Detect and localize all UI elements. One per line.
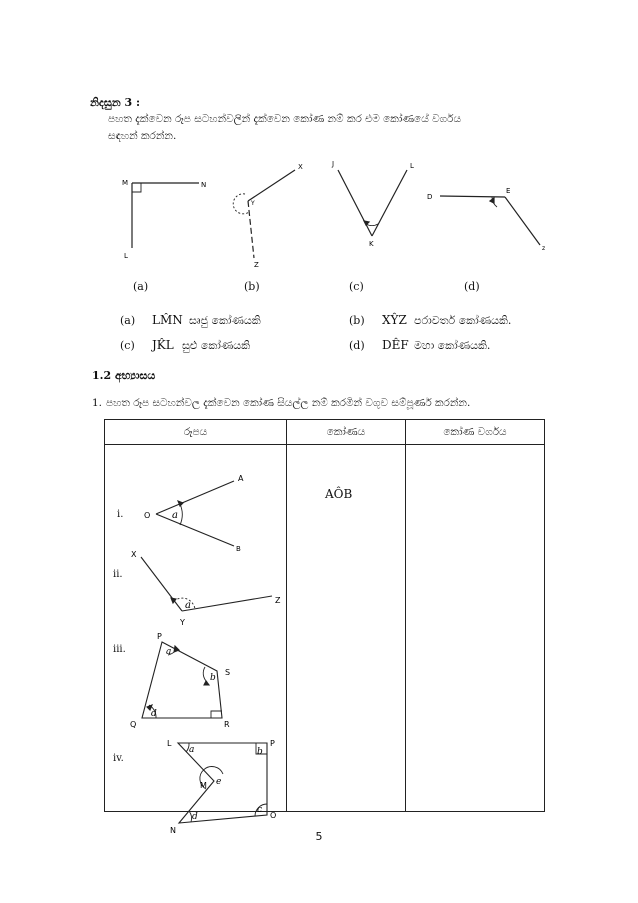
figure-label-c: (c) xyxy=(349,280,364,293)
point-n: N xyxy=(201,181,207,189)
point-e: E xyxy=(506,187,511,195)
row-number-iii: iii. xyxy=(113,644,126,655)
page-number: 5 xyxy=(315,830,323,843)
row-number-i: i. xyxy=(117,509,124,520)
answer-label-d: (d) xyxy=(349,339,365,352)
instruction-line-1: පහත දැක්වෙන රූප සටහන්වලින් දැක්වෙන කෝණ නම් කර එම කෝණයේ වර්ගය xyxy=(108,113,462,125)
point-k: K xyxy=(369,240,374,248)
answer-type-d: මහා කෝණයකි. xyxy=(414,339,491,352)
angle-label-a-ii: a xyxy=(185,600,191,611)
angle-label-a-i: a xyxy=(172,510,178,521)
table-header-row xyxy=(105,420,545,445)
question-text: පහත රූප සටහන්වල දැක්වෙන කෝණ සියල්ල නම් කරමින් වගුව සම්පූර්ණ කරන්න. xyxy=(106,397,471,409)
angle-label-e-iv: e xyxy=(216,777,222,787)
figure-iv-pentagon xyxy=(178,743,267,823)
answer-angle-c: JK̂L xyxy=(152,338,174,352)
section-title: 1.2 අභ්‍යාසය xyxy=(92,369,156,382)
answer-angle-b: XŶZ xyxy=(382,313,407,327)
figure-label-b: (b) xyxy=(244,280,260,293)
figure-ii-angle-xyz xyxy=(141,557,272,611)
row-number-iv: iv. xyxy=(113,753,124,764)
point-z-ii: Z xyxy=(275,596,281,605)
header-figure: රූපය xyxy=(105,420,287,445)
point-m: M xyxy=(122,179,129,187)
figures-cell xyxy=(105,445,287,835)
figure-c-acute-angle xyxy=(338,170,407,236)
point-j: J xyxy=(332,160,335,168)
point-r-iii: R xyxy=(224,720,230,729)
point-q-iii: Q xyxy=(130,720,137,729)
point-b: B xyxy=(236,545,241,553)
angle-label-a-iv: a xyxy=(189,745,195,755)
answer-type-c: සුළු කෝණයකි xyxy=(182,339,251,352)
point-p-iv: P xyxy=(270,739,275,748)
figure-a-right-angle xyxy=(132,183,199,248)
figure-b-reflex-angle xyxy=(233,170,295,258)
exercise-figures xyxy=(105,445,286,835)
point-z: Z xyxy=(254,261,259,269)
question-number: 1. xyxy=(92,397,103,409)
point-y-ii: Y xyxy=(180,618,185,627)
table-body-row xyxy=(105,445,545,812)
instruction-line-2: සඳහන් කරන්න. xyxy=(108,130,177,142)
point-x-ii: X xyxy=(131,550,137,559)
figure-d-obtuse-angle xyxy=(440,196,540,245)
angle-type-cell xyxy=(406,445,545,812)
angle-label-b-iii: b xyxy=(210,673,216,683)
point-x: X xyxy=(298,163,303,171)
example-answer-aob: AÔB xyxy=(325,487,353,501)
header-angle: කෝණය xyxy=(287,420,406,445)
answer-label-b: (b) xyxy=(349,314,365,327)
angle-cell xyxy=(287,445,406,812)
figure-i-angle-aob xyxy=(156,481,234,546)
point-o-iv: O xyxy=(270,811,277,820)
point-l: L xyxy=(124,252,128,260)
row-number-ii: ii. xyxy=(113,569,123,580)
answer-label-a: (a) xyxy=(120,314,136,327)
angle-label-b-iv: b xyxy=(257,747,263,757)
point-l-iv: L xyxy=(167,739,172,748)
example-heading: නිදසුන 3 : xyxy=(90,96,141,109)
angle-label-a-iii: a xyxy=(166,647,172,657)
angle-label-c-iv: c xyxy=(257,805,263,815)
point-d: D xyxy=(427,193,433,201)
answer-label-c: (c) xyxy=(120,339,135,352)
angle-label-d-iv: d xyxy=(192,812,198,822)
answer-angle-a: LM̂N xyxy=(152,313,183,327)
point-m-iv: M xyxy=(200,781,207,790)
figure-label-a: (a) xyxy=(133,280,149,293)
answer-type-a: සෘජු කෝණයකි xyxy=(189,314,261,327)
point-o: O xyxy=(144,511,151,520)
point-l-c: L xyxy=(410,162,414,170)
answer-type-b: පරාවර්ත කෝණයකි. xyxy=(414,314,512,327)
answer-angle-d: DÊF xyxy=(382,338,409,352)
figure-label-d: (d) xyxy=(464,280,480,293)
point-p-iii: P xyxy=(157,632,162,641)
angle-label-d-iii: d xyxy=(151,709,157,719)
example-figures xyxy=(0,150,638,275)
point-a: A xyxy=(238,474,244,483)
point-y: Y xyxy=(251,200,255,207)
point-s-iii: S xyxy=(225,668,231,677)
header-angle-type: කෝණ වර්ගය xyxy=(406,420,545,445)
exercise-table xyxy=(104,419,545,835)
point-n-iv: N xyxy=(170,826,176,835)
point-z-d: z xyxy=(542,245,546,252)
